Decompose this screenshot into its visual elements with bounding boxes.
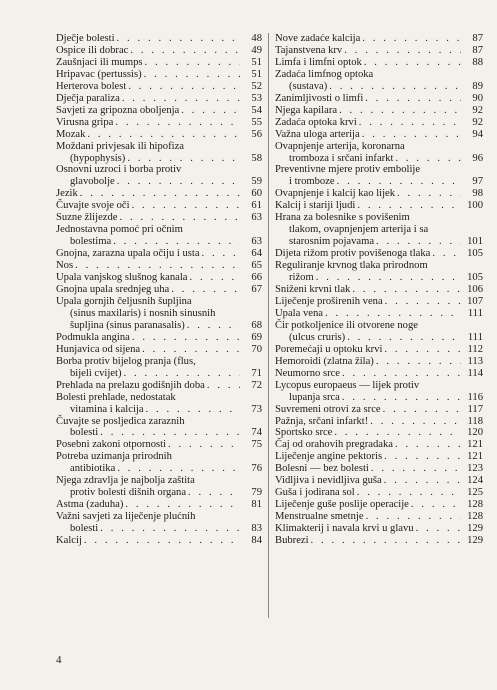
toc-entry-page: 58 — [251, 152, 262, 164]
toc-entry-page: 128 — [467, 499, 483, 511]
toc-entry-title: Važni savjeti za liječenje plućnih — [56, 511, 196, 523]
toc-entry — [275, 296, 483, 308]
toc-entry-page: 84 — [251, 535, 262, 547]
toc-entry-page: 111 — [467, 307, 483, 319]
toc-entry-page: 76 — [251, 463, 262, 475]
toc-entry-continuation: antibiotika — [70, 463, 116, 475]
toc-entry-continuation: lupanja srca — [289, 391, 340, 403]
toc-entry-page: 100 — [467, 200, 483, 212]
toc-entry-title: Podmukla angina — [56, 331, 130, 343]
toc-entry-title: Poremećaji u optoku krvi — [275, 343, 383, 355]
toc-entry — [275, 81, 483, 93]
toc-entry-title: Liječenje guše poslije operacije — [275, 499, 409, 511]
toc-entry-page: 83 — [251, 523, 262, 535]
toc-entry-title: Hripavac (pertussis) — [56, 68, 142, 80]
toc-entry — [56, 176, 262, 188]
toc-entry — [275, 475, 483, 487]
dot-leader — [344, 45, 461, 57]
toc-entry — [275, 188, 483, 200]
toc-entry-title: Jezik — [56, 188, 78, 200]
toc-entry — [56, 320, 262, 332]
toc-entry-title: Posebni zakoni otpornosti — [56, 439, 167, 451]
toc-entry-title: Suzne žlijezde — [56, 212, 118, 224]
toc-entry — [275, 236, 483, 248]
toc-entry-title: Reguliranje krvnog tlaka prirodnom — [275, 260, 428, 272]
toc-entry — [56, 248, 262, 260]
dot-leader — [130, 45, 240, 57]
toc-entry-page: 114 — [467, 367, 483, 379]
dot-leader — [190, 272, 240, 284]
toc-entry-title: Potreba uzimanja prirodnih — [56, 451, 172, 463]
toc-entry-page: 81 — [251, 499, 262, 511]
toc-entry — [56, 212, 262, 224]
toc-entry-continuation: vitamina i kalcija — [70, 403, 144, 415]
toc-entry — [275, 523, 483, 535]
toc-entry-title: Neumorno srce — [275, 367, 341, 379]
toc-entry — [275, 499, 483, 511]
toc-entry-title: Važna uloga arterija — [275, 128, 360, 140]
dot-leader — [80, 188, 240, 200]
toc-entry-title: Dječje bolesti — [56, 33, 115, 44]
dot-leader — [366, 511, 461, 523]
dot-leader — [100, 523, 240, 535]
dot-leader — [395, 153, 461, 165]
toc-entry-title: Kalcij — [56, 535, 82, 547]
toc-entry-title: Zanimljivosti o limfi — [275, 92, 364, 104]
toc-entry-page: 87 — [472, 44, 483, 56]
toc-entry-continuation: glavobolje — [70, 176, 115, 188]
dot-leader — [384, 344, 461, 356]
toc-entry-title: Gnojna upala srednjeg uha — [56, 284, 170, 296]
toc-entry — [56, 284, 262, 296]
toc-entry-page: 116 — [467, 391, 483, 403]
toc-entry-title: Upala gornjih čeljusnih šupljina — [56, 295, 192, 307]
toc-entry-page: 55 — [251, 116, 262, 128]
dot-leader — [329, 81, 461, 93]
toc-entry-title: Moždani privjesak ili hipofiza — [56, 140, 184, 152]
toc-entry — [275, 308, 483, 320]
toc-entry — [56, 427, 262, 439]
toc-entry — [56, 69, 262, 81]
dot-leader — [146, 404, 240, 416]
toc-entry — [56, 57, 262, 69]
toc-entry-page: 123 — [467, 463, 483, 475]
toc-entry-title: Gnojna, zarazna upala očiju i usta — [56, 248, 200, 260]
toc-entry-continuation: tlakom, ovapnjenjem arterija i sa — [289, 224, 429, 236]
toc-entry — [275, 392, 483, 404]
toc-entry — [56, 105, 262, 117]
toc-entry-page: 121 — [467, 451, 483, 463]
dot-leader — [376, 356, 461, 368]
toc-entry — [56, 200, 262, 212]
toc-left-column — [56, 33, 262, 547]
dot-leader — [325, 308, 461, 320]
toc-entry-page: 71 — [251, 367, 262, 379]
toc-entry — [275, 451, 483, 463]
toc-entry-page: 105 — [467, 248, 483, 260]
toc-entry-continuation: bolestima — [70, 236, 112, 248]
toc-entry-continuation: (sinus maxilaris) i nosnih sinusnih — [70, 307, 216, 319]
dot-leader — [316, 272, 461, 284]
toc-entry-title: Sniženi krvni tlak — [275, 284, 351, 296]
toc-entry-page: 88 — [472, 56, 483, 68]
toc-entry-title: Čuvajte se posljedica zaraznih — [56, 415, 185, 427]
toc-entry-page: 66 — [251, 272, 262, 284]
toc-entry-title: Njega kapilara — [275, 104, 338, 116]
dot-leader — [371, 463, 461, 475]
dot-leader — [100, 427, 240, 439]
dot-leader — [132, 200, 240, 212]
dot-leader — [207, 380, 240, 392]
dot-leader — [128, 81, 240, 93]
toc-entry-page: 56 — [251, 128, 262, 140]
toc-entry-page: 49 — [251, 44, 262, 56]
toc-entry-title: Nove zadaće kalcija — [275, 33, 361, 44]
toc-entry-page: 117 — [467, 403, 483, 415]
toc-entry-page: 107 — [467, 295, 483, 307]
toc-entry-page: 72 — [251, 379, 262, 391]
toc-entry-title: Prehlada na prelazu godišnjih doba — [56, 379, 205, 391]
toc-entry-title: Upala vanjskog slušnog kanala — [56, 272, 188, 284]
toc-entry-page: 63 — [251, 212, 262, 224]
dot-leader — [347, 332, 461, 344]
toc-entry-page: 121 — [467, 439, 483, 451]
dot-leader — [342, 392, 461, 404]
dot-leader — [365, 93, 461, 105]
toc-entry-continuation: (sustava) — [289, 80, 328, 92]
toc-entry-title: Herterova bolest — [56, 80, 127, 92]
dot-leader — [397, 188, 461, 200]
toc-entry-title: Liječenje angine pektoris — [275, 451, 383, 463]
column-divider — [268, 33, 269, 618]
dot-leader — [142, 344, 240, 356]
toc-entry-title: Osnovni uzroci i borba protiv — [56, 164, 182, 176]
toc-entry — [275, 416, 483, 428]
toc-entry-title: Ospice ili dobrac — [56, 44, 129, 56]
toc-entry — [275, 248, 483, 260]
toc-entry — [275, 463, 483, 475]
toc-entry — [275, 272, 483, 284]
toc-entry-title: Bolesni — bez bolesti — [275, 463, 369, 475]
toc-entry-title: Dijeta rižom protiv povišenoga tlaka — [275, 248, 431, 260]
toc-entry-continuation: bolesti — [70, 427, 99, 439]
toc-right-column — [275, 33, 483, 547]
dot-leader — [188, 487, 240, 499]
dot-leader — [122, 93, 240, 105]
toc-entry-page: 94 — [472, 128, 483, 140]
toc-entry-continuation: (hypophysis) — [70, 152, 126, 164]
dot-leader — [376, 236, 461, 248]
dot-leader — [144, 69, 240, 81]
toc-entry-page: 70 — [251, 343, 262, 355]
toc-entry-title: Čuvajte svoje oči — [56, 200, 130, 212]
toc-entry-page: 106 — [467, 284, 483, 296]
toc-entry — [275, 105, 483, 117]
dot-leader — [432, 248, 461, 260]
toc-entry-title: Jednostavna pomoć pri očnim — [56, 224, 183, 236]
toc-entry — [275, 284, 483, 296]
toc-entry — [275, 45, 483, 57]
toc-entry-title: Dječja paraliza — [56, 92, 120, 104]
toc-entry-page: 68 — [251, 319, 262, 331]
toc-entry-title: Čaj od orahovih pregradaka — [275, 439, 393, 451]
toc-entry — [56, 236, 262, 248]
dot-leader — [384, 475, 461, 487]
toc-entry — [275, 129, 483, 141]
toc-entry — [275, 344, 483, 356]
toc-entry — [275, 439, 483, 451]
toc-entry-title: Tajanstvena krv — [275, 44, 343, 56]
toc-entry-page: 67 — [251, 284, 262, 296]
toc-entry-title: Vidljiva i nevidljiva guša — [275, 475, 382, 487]
toc-entry — [56, 344, 262, 356]
toc-entry-title: Limfa i limfni optok — [275, 56, 362, 68]
dot-leader — [357, 200, 461, 212]
toc-entry — [56, 404, 262, 416]
dot-leader — [127, 153, 240, 165]
dot-leader — [359, 117, 461, 129]
toc-entry-title: Nos — [56, 260, 74, 272]
toc-entry — [275, 93, 483, 105]
toc-entry — [275, 176, 483, 188]
toc-entry — [56, 272, 262, 284]
toc-entry-title: Zadaća limfnog optoka — [275, 68, 374, 80]
dot-leader — [145, 57, 240, 69]
dot-leader — [357, 487, 461, 499]
dot-leader — [115, 117, 240, 129]
toc-entry-page: 53 — [251, 92, 262, 104]
dot-leader — [352, 284, 461, 296]
toc-entry-page: 69 — [251, 331, 262, 343]
dot-leader — [416, 523, 461, 535]
toc-entry-title: Savjeti za gripozna oboljenja — [56, 104, 180, 116]
toc-entry-title: Kalcij i stariji ljudi — [275, 200, 356, 212]
dot-leader — [364, 57, 461, 69]
toc-entry-page: 101 — [467, 236, 483, 248]
toc-entry-title: Menstrualne smetnje — [275, 511, 364, 523]
toc-entry — [275, 535, 483, 547]
toc-entry-page: 74 — [251, 427, 262, 439]
dot-leader — [113, 236, 240, 248]
toc-entry-title: Lycopus europaeus — lijek protiv — [275, 379, 420, 391]
dot-leader — [339, 105, 461, 117]
toc-entry-title: Hemoroidi (zlatna žila) — [275, 355, 374, 367]
toc-entry — [56, 463, 262, 475]
toc-entry — [56, 33, 262, 45]
toc-entry-page: 120 — [467, 427, 483, 439]
toc-entry-title: Sportsko srce — [275, 427, 333, 439]
dot-leader — [87, 129, 240, 141]
dot-leader — [75, 260, 240, 272]
toc-entry — [275, 200, 483, 212]
dot-leader — [132, 332, 240, 344]
toc-entry-title: Bubrezi — [275, 535, 309, 547]
toc-entry — [56, 380, 262, 392]
dot-leader — [125, 499, 240, 511]
toc-entry — [275, 427, 483, 439]
toc-entry-page: 48 — [251, 33, 262, 44]
dot-leader — [337, 176, 461, 188]
toc-entry-page: 118 — [467, 415, 483, 427]
toc-entry-page: 54 — [251, 104, 262, 116]
toc-entry-page: 125 — [467, 487, 483, 499]
toc-entry-title: Zadaća optoka krvi — [275, 116, 357, 128]
dot-leader — [181, 105, 240, 117]
toc-entry — [56, 439, 262, 451]
dot-leader — [187, 320, 240, 332]
toc-entry — [275, 356, 483, 368]
dot-leader — [362, 129, 461, 141]
toc-entry — [56, 487, 262, 499]
toc-entry-page: 51 — [251, 68, 262, 80]
toc-entry-title: Zaušnjaci ili mumps — [56, 56, 143, 68]
toc-entry-page: 89 — [472, 80, 483, 92]
toc-entry-continuation: bijeli cvijet) — [70, 367, 122, 379]
toc-entry — [275, 332, 483, 344]
toc-entry-page: 61 — [251, 200, 262, 212]
toc-entry-page: 60 — [251, 188, 262, 200]
toc-entry-continuation: protiv bolesti dišnih organa — [70, 487, 187, 499]
toc-entry-page: 59 — [251, 176, 262, 188]
toc-entry-page: 87 — [472, 33, 483, 44]
toc-entry-page: 124 — [467, 475, 483, 487]
toc-entry-page: 65 — [251, 260, 262, 272]
toc-entry-title: Mozak — [56, 128, 86, 140]
toc-entry-continuation: starosnim pojavama — [289, 236, 375, 248]
dot-leader — [84, 535, 240, 547]
dot-leader — [117, 176, 240, 188]
toc-entry — [56, 499, 262, 511]
toc-entry-continuation: bolesti — [70, 523, 99, 535]
toc-entry-page: 113 — [467, 355, 483, 367]
toc-entry-title: Njega zdravlja je najbolja zaštita — [56, 475, 195, 487]
toc-entry-title: Suvremeni otrovi za srce — [275, 403, 381, 415]
toc-entry-title: Klimakterij i navala krvi u glavu — [275, 523, 414, 535]
toc-entry-title: Guša i jodirana sol — [275, 487, 355, 499]
toc-entry-continuation: rižom — [289, 272, 314, 284]
dot-leader — [384, 451, 461, 463]
toc-entry-continuation: (ulcus cruris) — [289, 331, 346, 343]
toc-entry-page: 64 — [251, 248, 262, 260]
toc-entry-page: 52 — [251, 80, 262, 92]
toc-entry-title: Hrana za bolesnike s povišenim — [275, 212, 410, 224]
dot-leader — [342, 368, 461, 380]
toc-entry-page: 112 — [467, 343, 483, 355]
toc-entry — [56, 129, 262, 141]
dot-leader — [334, 427, 461, 439]
toc-entry-page: 75 — [251, 439, 262, 451]
toc-entry — [56, 93, 262, 105]
toc-entry-page: 92 — [472, 104, 483, 116]
toc-entry — [275, 57, 483, 69]
dot-leader — [383, 404, 461, 416]
toc-entry-title: Virusna gripa — [56, 116, 114, 128]
toc-entry-title: Astma (zaduha) — [56, 499, 124, 511]
toc-entry — [56, 332, 262, 344]
toc-entry-page: 90 — [472, 92, 483, 104]
dot-leader — [171, 284, 240, 296]
toc-entry-title: Bolesti prehlade, nedostatak — [56, 391, 176, 403]
toc-entry — [56, 523, 262, 535]
toc-entry-title: Preventivne mjere protiv embolije — [275, 164, 421, 176]
toc-entry-page: 63 — [251, 236, 262, 248]
toc-entry-page: 128 — [467, 511, 483, 523]
dot-leader — [411, 499, 461, 511]
toc-entry-continuation: i tromboze — [289, 176, 335, 188]
toc-entry-page: 98 — [472, 188, 483, 200]
toc-entry — [56, 117, 262, 129]
toc-entry-title: Hunjavica od sijena — [56, 343, 141, 355]
toc-entry-continuation: tromboza i srčani infarkt — [289, 152, 394, 164]
dot-leader — [119, 212, 240, 224]
dot-leader — [202, 248, 240, 260]
page-number: 4 — [56, 654, 62, 666]
dot-leader — [395, 439, 461, 451]
toc-entry-page: 73 — [251, 403, 262, 415]
toc-entry — [275, 368, 483, 380]
dot-leader — [311, 535, 461, 547]
toc-entry-page: 97 — [472, 176, 483, 188]
dot-leader — [385, 296, 461, 308]
toc-entry-title: Upala vena — [275, 307, 323, 319]
dot-leader — [123, 368, 240, 380]
toc-entry — [275, 404, 483, 416]
dot-leader — [117, 463, 240, 475]
toc-entry — [56, 153, 262, 165]
toc-entry-page: 79 — [251, 487, 262, 499]
toc-entry-page: 51 — [251, 56, 262, 68]
toc-entry-page: 129 — [467, 535, 483, 547]
toc-entry-page: 129 — [467, 523, 483, 535]
toc-entry — [275, 153, 483, 165]
toc-entry-title: Ovapnjenje i kalcij kao lijek — [275, 188, 396, 200]
toc-entry — [275, 487, 483, 499]
toc-entry — [56, 81, 262, 93]
toc-entry — [56, 260, 262, 272]
toc-entry-title: Pažnja, srčani infarkt! — [275, 415, 369, 427]
toc-entry — [275, 117, 483, 129]
toc-entry — [56, 535, 262, 547]
toc-entry-title: Liječenje proširenih vena — [275, 295, 383, 307]
toc-entry — [56, 45, 262, 57]
toc-entry-page: 92 — [472, 116, 483, 128]
toc-entry-page: 111 — [467, 331, 483, 343]
toc-entry-page: 105 — [467, 272, 483, 284]
dot-leader — [117, 33, 240, 45]
toc-entry-title: Čir potkoljenice ili otvorene noge — [275, 319, 418, 331]
dot-leader — [370, 416, 461, 428]
dot-leader — [362, 33, 461, 45]
toc-entry-title: Borba protiv bijelog pranja (flus, — [56, 355, 196, 367]
dot-leader — [168, 439, 240, 451]
toc-entry — [275, 511, 483, 523]
toc-entry-page: 96 — [472, 152, 483, 164]
toc-entry-continuation: šupljina (sinus paranasalis) — [70, 319, 185, 331]
toc-entry — [56, 368, 262, 380]
toc-entry — [275, 33, 483, 45]
toc-entry-title: Ovapnjenje arterija, koronarna — [275, 140, 405, 152]
toc-entry — [56, 188, 262, 200]
